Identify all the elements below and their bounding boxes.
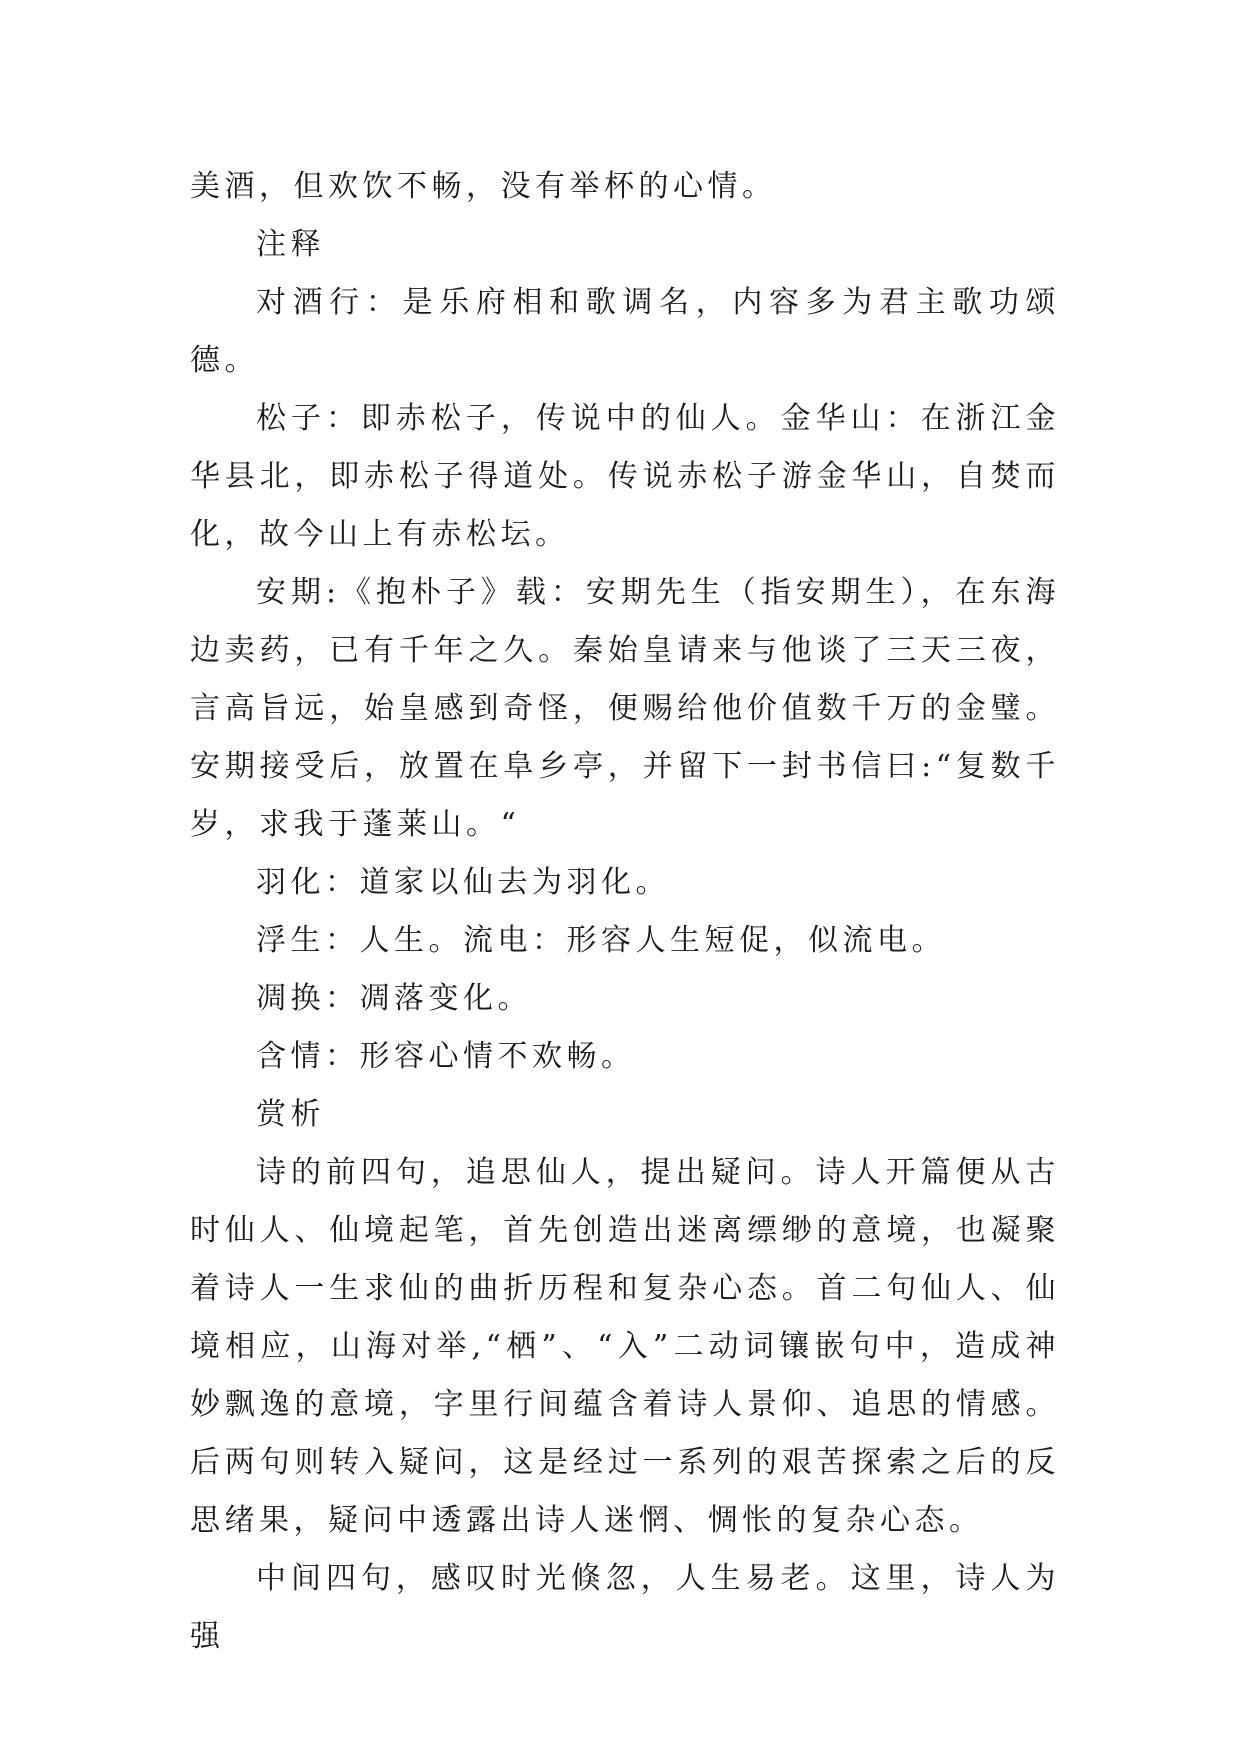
section-heading-appreciation: 赏析 [256, 1097, 325, 1132]
note-songzi: 松子：即赤松子，传说中的仙人。金华山：在浙江金华县北，即赤松子得道处。传说赤松子游金华山，自焚而化，故今山上有赤松坛。 [190, 401, 1060, 552]
paragraph-continuation: 美酒，但欢饮不畅，没有举杯的心情。 [190, 169, 777, 204]
section-heading-notes: 注释 [256, 227, 325, 262]
note-diaohuan: 凋换：凋落变化。 [256, 981, 532, 1016]
note-fusheng: 浮生：人生。流电：形容人生短促，似流电。 [256, 923, 946, 958]
note-duijiuxing: 对酒行：是乐府相和歌调名，内容多为君主歌功颂德。 [190, 285, 1060, 378]
appreciation-paragraph-2: 中间四句，感叹时光倏忽，人生易老。这里，诗人为强 [190, 1561, 1060, 1654]
appreciation-paragraph-1: 诗的前四句，追思仙人，提出疑问。诗人开篇便从古时仙人、仙境起笔，首先创造出迷离缥缈的意境，也凝聚着诗人一生求仙的曲折历程和复杂心态。首二句仙人、仙境相应，山海对举,“栖”、“入”二动词镶嵌句中，造成神妙飘逸的意境，字里行间蕴含着诗人景仰、追思的情感。后两句则转入疑问，这是经过一系列的艰苦探索之后的反思绪果，疑问中透露出诗人迷惘、惆怅的复杂心态。 [190, 1155, 1060, 1538]
document-body [190, 158, 1060, 1666]
note-anqi: 安期:《抱朴子》载：安期先生（指安期生），在东海边卖药，已有千年之久。秦始皇请来与他谈了三天三夜，言高旨远，始皇感到奇怪，便赐给他价值数千万的金璧。安期接受后，放置在阜乡亭，并留下一封书信曰:“复数千岁，求我于蓬莱山。“ [190, 575, 1060, 842]
note-hanqing: 含情：形容心情不欢畅。 [256, 1039, 636, 1074]
note-yuhua: 羽化：道家以仙去为羽化。 [256, 865, 670, 900]
